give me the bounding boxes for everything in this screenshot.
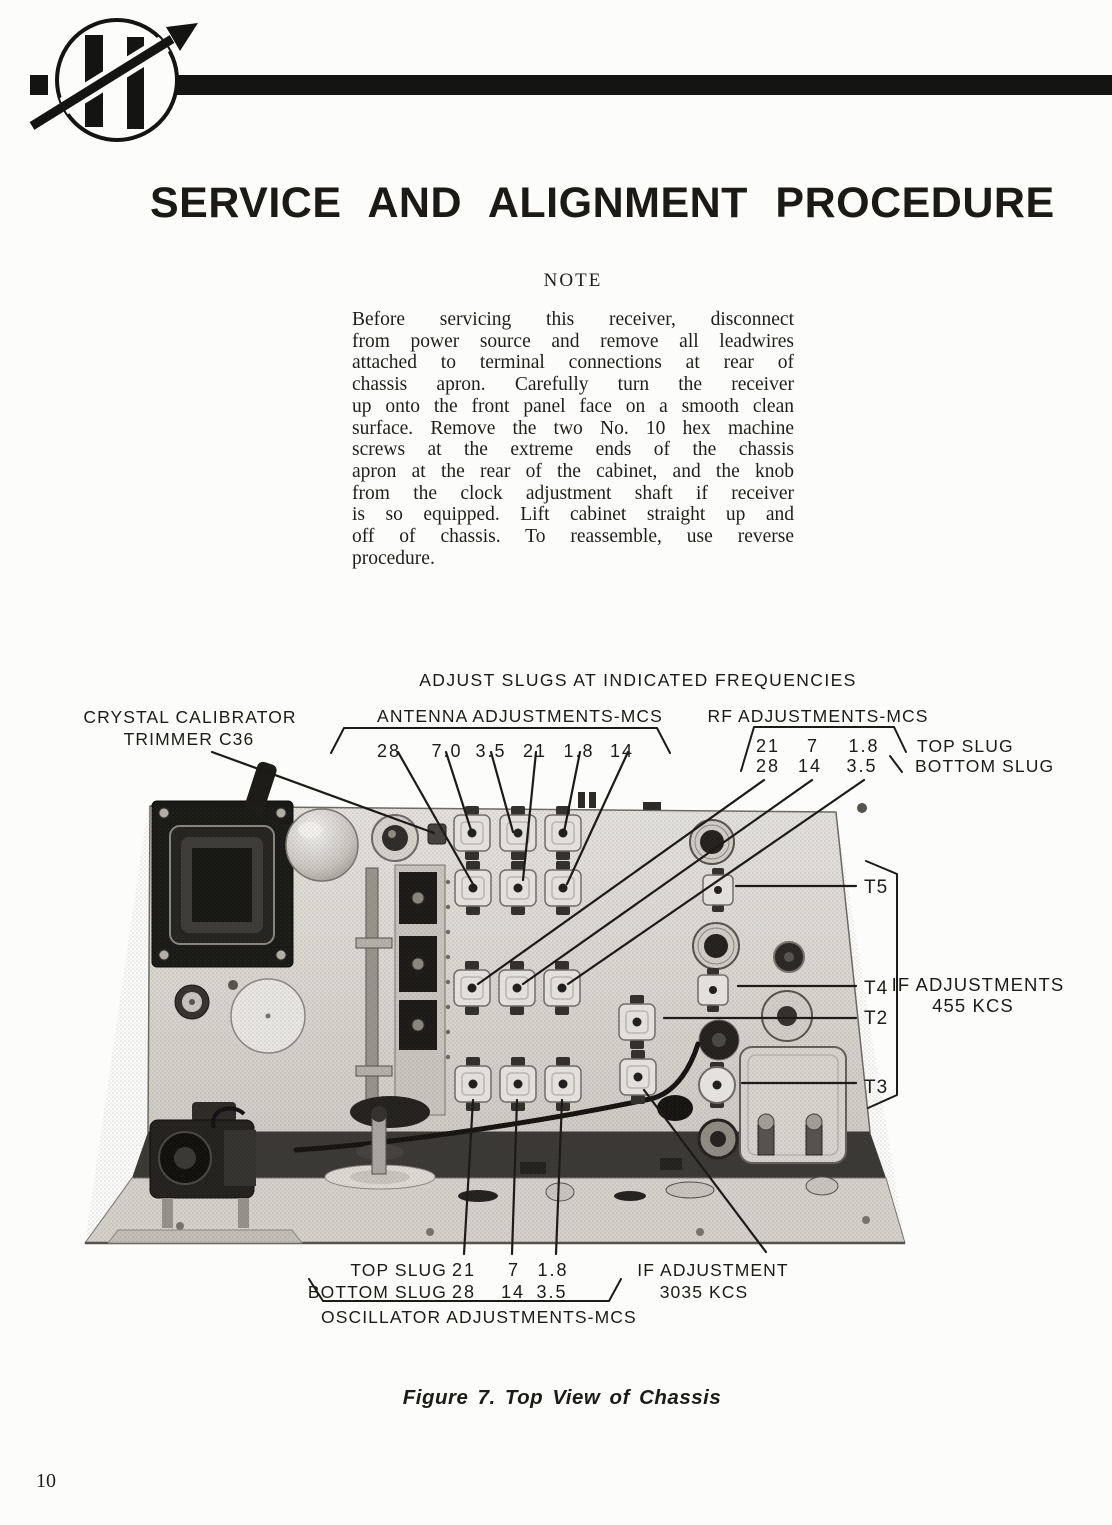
osc-bottom-value: 14 [500,1282,526,1302]
page-title: SERVICE AND ALIGNMENT PROCEDURE [150,179,1055,227]
osc-top-value: 21 [451,1260,477,1280]
t5-label: T5 [864,877,889,898]
note-line: is so equipped. Lift cabinet straight up and [352,504,794,526]
figure-caption: Figure 7. Top View of Chassis [402,1386,722,1409]
osc-top-value: 1.8 [537,1260,569,1280]
chassis-photo [85,760,905,1243]
note-line: surface. Remove the two No. 10 hex machine [352,417,794,439]
antenna-value: 7.0 [431,741,463,761]
if3035-label-2: 3035 KCS [659,1282,749,1302]
antenna-value: 28 [376,741,402,761]
if3035-label-1: IF ADJUSTMENT [637,1260,789,1280]
figure-heading: ADJUST SLUGS AT INDICATED FREQUENCIES [419,670,857,690]
antenna-value: 21 [522,741,548,761]
rule-stub [30,75,48,95]
antenna-value: 14 [609,741,635,761]
osc-top-value: 7 [507,1260,521,1280]
note-paragraph [352,309,794,569]
rf-top-value: 21 [755,736,781,756]
osc-bottom-value: 28 [451,1282,477,1302]
rf-bottom-value: 14 [797,756,823,776]
antenna-value: 1.8 [563,741,595,761]
note-line: screws at the extreme ends of the chassis [352,439,794,461]
note-line: procedure. [352,547,435,569]
if455-label-1: IF ADJUSTMENTS [891,974,1065,995]
oscillator-title: OSCILLATOR ADJUSTMENTS-MCS [321,1307,637,1327]
if455-label-2: 455 KCS [932,995,1014,1016]
rf-bottom-value: 3.5 [846,756,878,776]
note-line: off of chassis. To reassemble, use reverse [352,526,794,548]
note-line: from power source and remove all leadwires [352,330,794,352]
osc-bottom-slug-label: BOTTOM SLUG [307,1282,447,1302]
antenna-value: 3.5 [475,741,507,761]
note-line: from the clock adjustment shaft if receiver [352,482,794,504]
osc-bottom-value: 3.5 [536,1282,568,1302]
note-line: apron at the rear of the cabinet, and the knob [352,460,794,482]
halftone-texture [85,806,905,1243]
note-line: up onto the front panel face on a smooth clean [352,395,794,417]
logo-arrow-head [166,23,198,51]
page-number: 10 [36,1470,56,1492]
figure-7-top-view-of-chassis [0,655,1112,1425]
rf-top-value: 1.8 [848,736,880,756]
crystal-label-1: CRYSTAL CALIBRATOR [83,707,297,727]
osc-top-slug-label: TOP SLUG [350,1260,447,1280]
t3-label: T3 [864,1077,889,1098]
crystal-label-2: TRIMMER C36 [123,729,255,749]
rf-top-slug-label: TOP SLUG [917,736,1014,756]
rf-bottom-value: 28 [755,756,781,776]
note-line: attached to terminal connections at rear of [352,352,794,374]
antenna-title: ANTENNA ADJUSTMENTS-MCS [377,706,663,726]
rf-top-value: 7 [806,736,820,756]
rf-bracket-tick [890,756,902,772]
rf-bottom-slug-label: BOTTOM SLUG [915,756,1055,776]
masthead-rule [170,75,1112,95]
rf-title: RF ADJUSTMENTS-MCS [707,706,929,726]
hallicrafters-logo-icon [0,0,1112,165]
t4-label: T4 [864,978,889,999]
note-heading: NOTE [543,270,603,291]
t2-label: T2 [864,1008,889,1029]
note-line: Before servicing this receiver, disconnect [352,309,794,330]
note-line: chassis apron. Carefully turn the receiver [352,374,794,396]
